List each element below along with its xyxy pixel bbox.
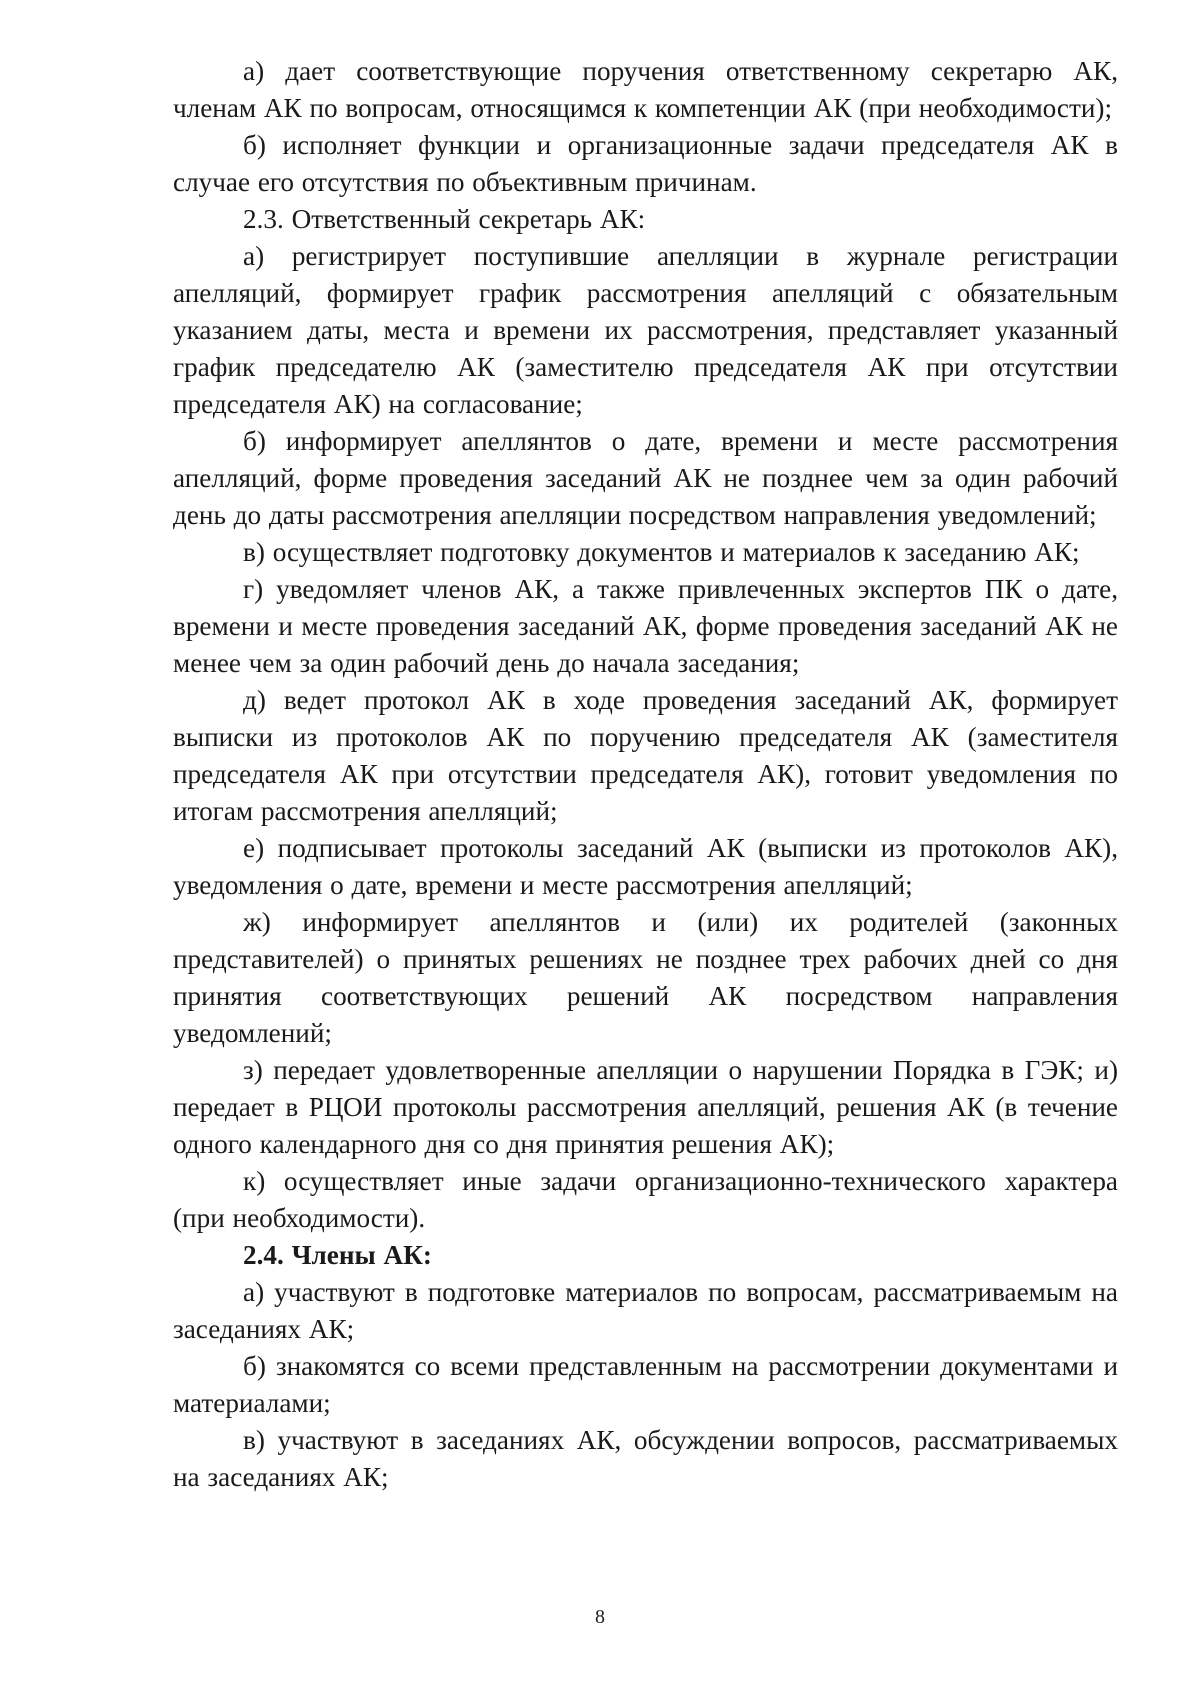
paragraph-2-3-g: г) уведомляет членов АК, а также привлеченных экспертов ПК о дате, времени и месте проведения заседаний АК, форме проведения заседаний АК не менее чем за один рабочий день до начала заседания; bbox=[173, 574, 1118, 678]
paragraph-2-2-b: б) исполняет функции и организационные задачи председателя АК в случае его отсутствия по объективным причинам. bbox=[173, 130, 1118, 197]
paragraph-2-3-d: д) ведет протокол АК в ходе проведения заседаний АК, формирует выписки из протоколов АК по поручению председателя АК (заместителя председателя АК при отсутствии председателя АК), готовит уведомления по итогам рассмотрения апелляций; bbox=[173, 685, 1118, 826]
paragraph-2-3-e: е) подписывает протоколы заседаний АК (выписки из протоколов АК), уведомления о дате, времени и месте рассмотрения апелляций; bbox=[173, 833, 1118, 900]
paragraph-2-3-zh: ж) информирует апеллянтов и (или) их родителей (законных представителей) о принятых решениях не позднее трех рабочих дней со дня принятия соответствующих решений АК посредством направления уведомлений; bbox=[173, 907, 1118, 1048]
paragraph-2-3-a: а) регистрирует поступившие апелляции в журнале регистрации апелляций, формирует график рассмотрения апелляций с обязательным указанием даты, места и времени их рассмотрения, представляет указанный график председателю АК (заместителю председателя АК при отсутствии председателя АК) на согласование; bbox=[173, 241, 1118, 419]
paragraph-2-3-z-i: з) передает удовлетворенные апелляции о нарушении Порядка в ГЭК; и) передает в РЦОИ протоколы рассмотрения апелляций, решения АК (в течение одного календарного дня со дня принятия решения АК); bbox=[173, 1055, 1118, 1159]
document-body bbox=[173, 53, 1118, 1496]
paragraph-2-3-b: б) информирует апеллянтов о дате, времени и месте рассмотрения апелляций, форме проведения заседаний АК не позднее чем за один рабочий день до даты рассмотрения апелляции посредством направления уведомлений; bbox=[173, 426, 1118, 530]
paragraph-2-2-a: а) дает соответствующие поручения ответственному секретарю АК, членам АК по вопросам, относящимся к компетенции АК (при необходимости); bbox=[173, 56, 1118, 123]
paragraph-2-3-k: к) осуществляет иные задачи организационно-технического характера (при необходимости). bbox=[173, 1166, 1118, 1233]
paragraph-2-3-v: в) осуществляет подготовку документов и материалов к заседанию АК; bbox=[243, 537, 1080, 567]
paragraph-2-4-a: а) участвуют в подготовке материалов по вопросам, рассматриваемым на заседаниях АК; bbox=[173, 1277, 1118, 1344]
paragraph-2-4-b: б) знакомятся со всеми представленным на рассмотрении документами и материалами; bbox=[173, 1351, 1118, 1418]
paragraph-2-4-v: в) участвуют в заседаниях АК, обсуждении вопросов, рассматриваемых на заседаниях АК; bbox=[173, 1425, 1118, 1492]
section-heading-2-3: 2.3. Ответственный секретарь АК: bbox=[243, 204, 646, 234]
page-number: 8 bbox=[595, 1606, 605, 1628]
section-heading-2-4: 2.4. Члены АК: bbox=[243, 1240, 432, 1270]
